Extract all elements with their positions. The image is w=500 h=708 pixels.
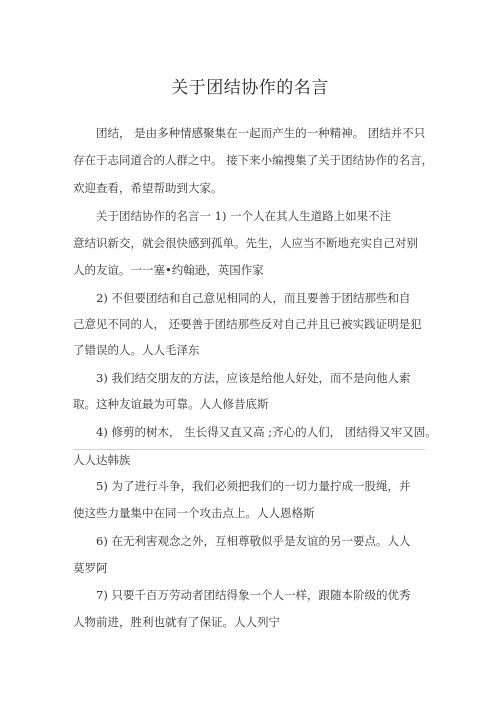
text-line: 取。这种友谊最为可靠。人人修昔底斯 — [73, 397, 269, 411]
divider-line — [73, 449, 425, 450]
text-line: 2) 不但要团结和自己意见相同的人，而且要善于团结那些和自 — [96, 291, 411, 305]
text-line: 使这些力量集中在同一个攻击点上。人人恩格斯 — [73, 506, 315, 520]
text-line: 欢迎查看，希望帮助到大家。 — [73, 181, 223, 195]
text-line: 莫罗阿 — [73, 561, 108, 575]
text-line: 人物前进，胜利也就有了保证。人人列宁 — [73, 615, 280, 629]
document-title: 关于团结协作的名言 — [171, 78, 329, 98]
text-line: 己意见不同的人， 还要善于团结那些反对自己并且已被实践证明是犯 — [73, 317, 422, 331]
text-line: 了错误的人。人人毛泽东 — [73, 343, 200, 357]
text-line: 4) 修剪的树木， 生长得又直又高 ;齐心的人们， 团结得又牢又固。 — [96, 425, 437, 439]
text-line: 6) 在无利害观念之外，互相尊敬似乎是友谊的另一要点。人人 — [96, 534, 411, 548]
text-line: 7) 只要千百万劳动者团结得象一个人一样，跟随本阶级的优秀 — [96, 588, 411, 602]
text-line: 团结， 是由多种情感聚集在一起而产生的一种精神。 团结并不只 — [96, 126, 426, 140]
text-line: 人的友谊。一一塞•约翰逊，英国作家 — [73, 263, 264, 277]
text-line: 关于团结协作的名言一 1) 一个人在其人生道路上如果不注 — [96, 209, 392, 223]
text-line: 5) 为了进行斗争，我们必须把我们的一切力量拧成一股绳，并 — [96, 479, 411, 493]
text-line: 人人达韩族 — [73, 453, 131, 467]
text-line: 意结识新交，就会很快感到孤单。先生，人应当不断地充实自己对别 — [73, 236, 418, 250]
text-line: 3) 我们结交朋友的方法，应该是给他人好处，而不是向他人索 — [96, 371, 411, 385]
text-line: 存在于志同道合的人群之中。 接下来小编搜集了关于团结协作的名言， — [73, 153, 434, 167]
